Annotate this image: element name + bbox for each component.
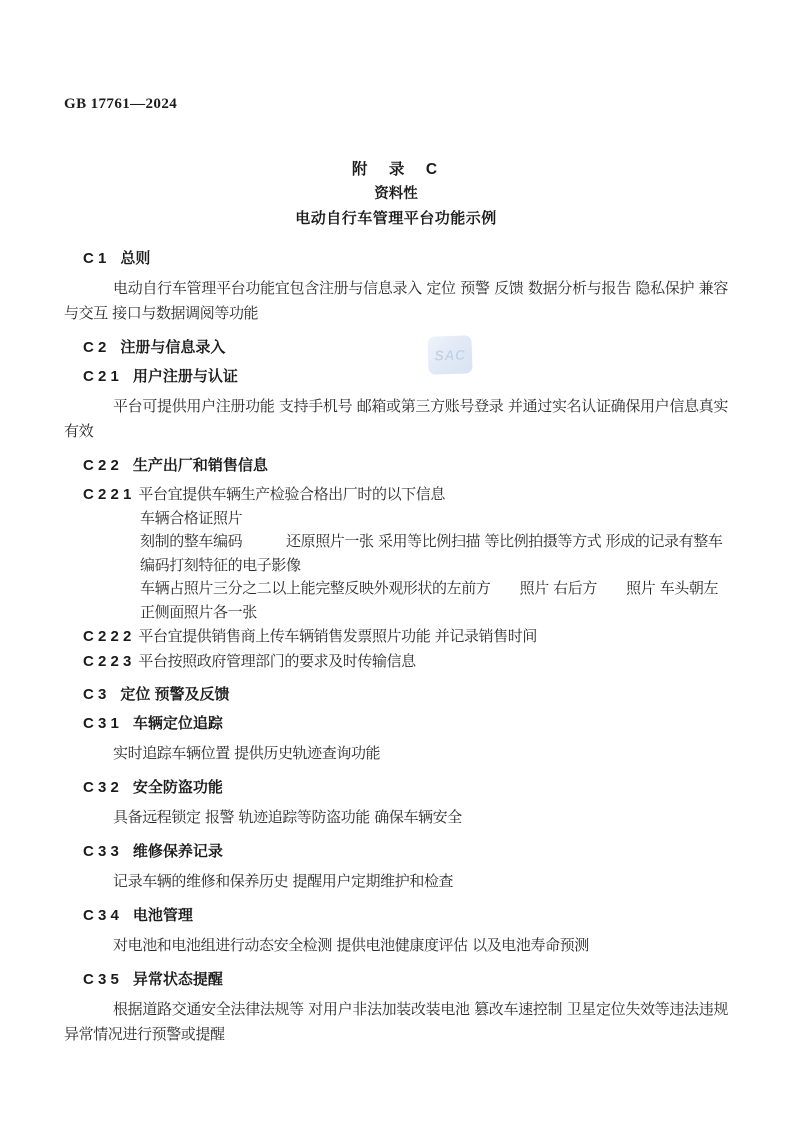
paragraph: 电动自行车管理平台功能宜包含注册与信息录入 定位 预警 反馈 数据分析与报告 隐私保护 兼容与交互 接口与数据调阅等功能 xyxy=(64,281,728,322)
clause-number: C 2 2 1 xyxy=(83,486,132,503)
clause-number: C 2 xyxy=(83,339,107,356)
clause-text: 平台宜提供车辆生产检验合格出厂时的以下信息 xyxy=(138,487,445,503)
clause-heading xyxy=(83,715,728,733)
clause-number: C 3 3 xyxy=(83,843,119,860)
appendix-heading: 电动自行车管理平台功能示例 xyxy=(295,210,497,227)
paragraph: 根据道路交通安全法律法规等 对用户非法加装改装电池 篡改车速控制 卫星定位失效等违法违规异常情况进行预警或提醒 xyxy=(64,1002,728,1043)
clause-text: 平台按照政府管理部门的要求及时传输信息 xyxy=(138,653,416,670)
clause-number: C 3 2 xyxy=(83,779,119,796)
clause-number: C 3 5 xyxy=(83,971,119,988)
list-line: 车辆合格证照片 xyxy=(140,510,243,527)
clause-number: C 2 1 xyxy=(83,368,119,385)
document-body xyxy=(64,227,728,1048)
clause-number: C 2 2 3 xyxy=(83,652,132,670)
clause-number: C 3 xyxy=(83,686,107,703)
list-line: 刻制的整车编码 还原照片一张 采用等比例扫描 等比例拍摄等方式 形成的记录有整车编码打刻特征的电子影像 xyxy=(140,534,723,574)
clause-heading xyxy=(83,457,728,475)
clause-heading xyxy=(83,250,728,268)
clause-title: 维修保养记录 xyxy=(132,843,223,860)
clause-number: C 3 4 xyxy=(83,907,119,924)
sac-watermark-text: SAC xyxy=(434,346,466,364)
clause-title: 生产出厂和销售信息 xyxy=(132,457,268,474)
clause-title: 定位 预警及反馈 xyxy=(120,686,230,703)
paragraph: 实时追踪车辆位置 提供历史轨迹查询功能 xyxy=(113,746,381,762)
clause-item xyxy=(83,625,728,650)
clause-heading xyxy=(83,686,728,704)
clause-title: 电池管理 xyxy=(132,907,193,924)
clause-title: 安全防盗功能 xyxy=(132,779,223,796)
clause-heading xyxy=(83,843,728,861)
clause-item xyxy=(83,483,728,508)
clause-title: 注册与信息录入 xyxy=(120,339,226,356)
clause-number: C 2 2 2 xyxy=(83,628,132,645)
clause-number: C 1 xyxy=(83,250,107,267)
appendix-title: 附 录 C xyxy=(351,161,441,178)
clause-title: 异常状态提醒 xyxy=(132,971,223,988)
clause-heading xyxy=(83,779,728,797)
paragraph: 对电池和电池组进行动态安全检测 提供电池健康度评估 以及电池寿命预测 xyxy=(113,938,589,954)
clause-item xyxy=(83,650,728,675)
appendix-subtitle: 资料性 xyxy=(374,186,418,202)
clause-heading xyxy=(83,368,728,386)
clause-number: C 3 1 xyxy=(83,715,119,732)
clause-title: 用户注册与认证 xyxy=(132,368,238,385)
list-line: 车辆占照片三分之二以上能完整反映外观形状的左前方 照片 右后方 照片 车头朝左正侧面照片各一张 xyxy=(140,581,719,621)
clause-heading xyxy=(83,971,728,989)
clause-title: 总则 xyxy=(120,250,151,267)
clause-number: C 2 2 xyxy=(83,457,119,474)
paragraph: 记录车辆的维修和保养历史 提醒用户定期维护和检查 xyxy=(113,874,454,890)
clause-title: 车辆定位追踪 xyxy=(132,715,223,732)
clause-text: 平台宜提供销售商上传车辆销售发票照片功能 并记录销售时间 xyxy=(138,629,537,645)
paragraph: 平台可提供用户注册功能 支持手机号 邮箱或第三方账号登录 并通过实名认证确保用户信息真实有效 xyxy=(64,399,728,440)
clause-heading xyxy=(83,907,728,925)
clause-heading xyxy=(83,339,728,357)
standard-number: GB 17761—2024 xyxy=(64,96,178,112)
paragraph: 具备远程锁定 报警 轨迹追踪等防盗功能 确保车辆安全 xyxy=(113,810,462,826)
